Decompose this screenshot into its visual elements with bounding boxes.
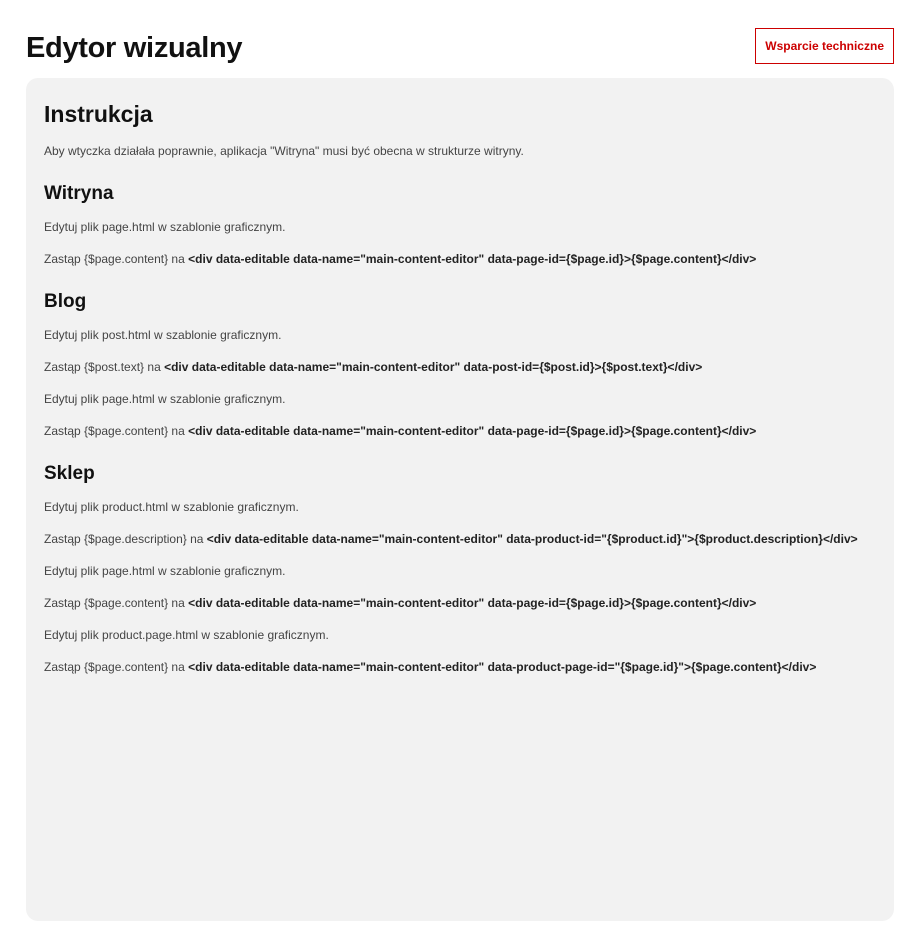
section-title-blog: Blog [44, 291, 87, 312]
replace-prefix: Zastąp {$page.content} na [44, 424, 185, 438]
page-title: Edytor wizualny [26, 32, 243, 64]
edit-instruction: Edytuj plik product.page.html w szablonie graficznym. [44, 628, 329, 642]
edit-instruction: Edytuj plik page.html w szablonie graficznym. [44, 564, 286, 578]
section-title-sklep: Sklep [44, 463, 95, 484]
page-header [26, 0, 894, 78]
section-title-witryna: Witryna [44, 183, 114, 204]
replace-prefix: Zastąp {$page.content} na [44, 252, 185, 266]
replace-instruction [44, 658, 876, 676]
edit-instruction: Edytuj plik post.html w szablonie graficznym. [44, 328, 282, 342]
replace-instruction [44, 422, 876, 440]
replace-code: <div data-editable data-name="main-content-editor" data-page-id={$page.id}>{$page.content}</div> [188, 424, 757, 438]
replace-prefix: Zastąp {$post.text} na [44, 360, 161, 374]
replace-code: <div data-editable data-name="main-content-editor" data-product-id="{$product.id}">{$product.description}</div> [206, 532, 858, 546]
edit-instruction: Edytuj plik product.html w szablonie graficznym. [44, 500, 299, 514]
replace-prefix: Zastąp {$page.content} na [44, 596, 185, 610]
instructions-title: Instrukcja [44, 101, 153, 127]
replace-prefix: Zastąp {$page.description} na [44, 532, 204, 546]
replace-prefix: Zastąp {$page.content} na [44, 660, 185, 674]
replace-code: <div data-editable data-name="main-content-editor" data-product-page-id="{$page.id}">{$page.content}</div> [188, 660, 817, 674]
replace-instruction [44, 358, 876, 376]
replace-code: <div data-editable data-name="main-content-editor" data-page-id={$page.id}>{$page.content}</div> [188, 252, 757, 266]
technical-support-button[interactable]: Wsparcie techniczne [755, 28, 894, 64]
edit-instruction: Edytuj plik page.html w szablonie graficznym. [44, 220, 286, 234]
instructions-text: Aby wtyczka działała poprawnie, aplikacja "Witryna" musi być obecna w strukturze witryny. [44, 144, 524, 158]
replace-instruction [44, 530, 876, 548]
replace-code: <div data-editable data-name="main-content-editor" data-post-id={$post.id}>{$post.text}</div> [164, 360, 703, 374]
edit-instruction: Edytuj plik page.html w szablonie graficznym. [44, 392, 286, 406]
replace-instruction [44, 594, 876, 612]
replace-code: <div data-editable data-name="main-content-editor" data-page-id={$page.id}>{$page.content}</div> [188, 596, 757, 610]
replace-instruction [44, 250, 876, 268]
instructions-panel [26, 78, 894, 921]
